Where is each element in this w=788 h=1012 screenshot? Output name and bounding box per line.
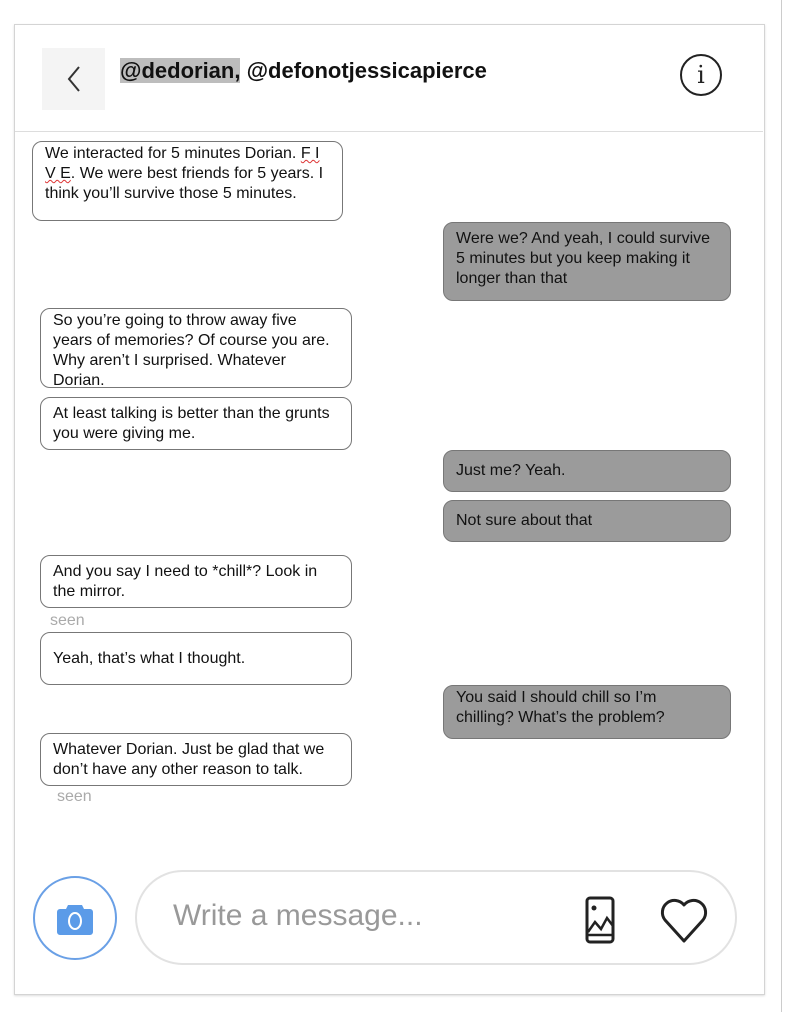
divider <box>781 0 782 1012</box>
back-button[interactable] <box>42 48 105 110</box>
message-sent: Were we? And yeah, I could survive 5 minutes but you keep making it longer than that <box>443 222 731 301</box>
camera-button[interactable] <box>33 876 117 960</box>
chevron-left-icon <box>64 64 84 94</box>
message-sent: Not sure about that <box>443 500 731 542</box>
message-composer[interactable] <box>135 870 737 965</box>
conversation-title: @dedorian, @defonotjessicapierce <box>120 58 487 83</box>
message-received: Whatever Dorian. Just be glad that we don’t have any other reason to talk. <box>40 733 352 786</box>
seen-indicator: seen <box>50 612 85 629</box>
image-icon[interactable] <box>585 896 615 944</box>
message-sent: You said I should chill so I’m chilling? What’s the problem? <box>443 685 731 739</box>
info-button[interactable] <box>680 54 722 96</box>
header-divider <box>15 131 763 132</box>
message-received: And you say I need to *chill*? Look in the mirror. <box>40 555 352 608</box>
info-icon: i <box>697 61 705 89</box>
camera-icon <box>57 901 93 935</box>
message-input[interactable] <box>171 898 555 934</box>
seen-indicator: seen <box>57 788 92 805</box>
message-received: Yeah, that’s what I thought. <box>40 632 352 685</box>
heart-icon[interactable] <box>659 896 709 944</box>
message-sent: Just me? Yeah. <box>443 450 731 492</box>
message-received: So you’re going to throw away five years of memories? Of course you are. Why aren’t I surprised. Whatever Dorian. <box>40 308 352 388</box>
message-received: At least talking is better than the grunts you were giving me. <box>40 397 352 450</box>
message-received: We interacted for 5 minutes Dorian. F I V E. We were best friends for 5 years. I think you’ll survive those 5 minutes. <box>32 141 343 221</box>
